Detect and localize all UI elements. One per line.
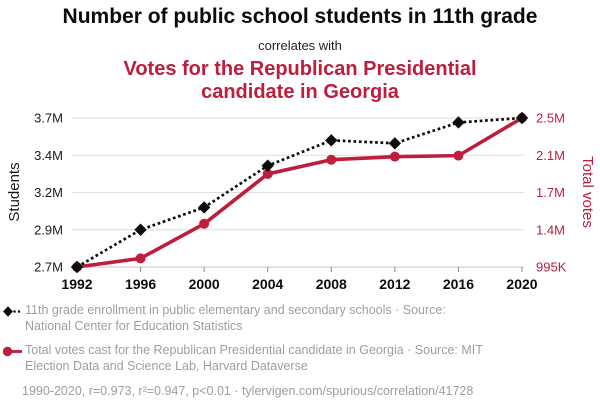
secondary-title-line1: Votes for the Republican Presidential: [123, 58, 477, 80]
stats-footer: 1990-2020, r=0.973, r²=0.947, p<0.01 · tylervigen.com/spurious/correlation/41728: [22, 384, 474, 398]
left-axis-tick-label: 2.9M: [34, 222, 63, 238]
black-diamond-dotted-line-icon: [2, 305, 22, 318]
x-axis-tick-label: 2016: [442, 276, 475, 292]
page-title: Number of public school students in 11th grade: [62, 5, 538, 28]
chart-svg: [0, 100, 600, 300]
data-point-circle: [199, 219, 209, 229]
legend: [2, 303, 594, 374]
x-axis-tick-label: 2004: [252, 276, 284, 292]
secondary-title: [0, 58, 600, 104]
x-axis-tick-label: 2008: [315, 276, 347, 292]
legend-item-votes: [2, 343, 594, 374]
data-point-circle: [453, 151, 463, 161]
left-axis-tick-label: 3.7M: [34, 110, 63, 126]
data-point-circle: [136, 253, 146, 263]
data-point-diamond: [134, 224, 146, 236]
legend-text-enrollment: 11th grade enrollment in public elementary and secondary schools · Source: National Center for Education Statistics: [25, 303, 446, 333]
right-axis-tick-label: 2.5M: [536, 110, 565, 126]
data-point-diamond: [71, 261, 83, 273]
legend-text-votes: Total votes cast for the Republican Presidential candidate in Georgia · Source: MIT Election Data and Science Lab, Harvard Dataverse: [25, 343, 483, 373]
red-circle-solid-line-icon: [2, 345, 22, 358]
left-axis-tick-label: 2.7M: [34, 259, 63, 275]
data-point-diamond: [389, 137, 401, 149]
correlates-with-label: correlates with: [258, 38, 342, 53]
left-axis-tick-label: 3.4M: [34, 147, 63, 163]
x-axis-tick-label: 2000: [188, 276, 220, 292]
right-axis-tick-label: 1.7M: [536, 185, 565, 200]
left-axis-tick-label: 3.2M: [34, 185, 63, 200]
right-axis-tick-label: 1.4M: [536, 222, 565, 238]
data-point-diamond: [325, 134, 337, 146]
data-point-circle: [326, 155, 336, 165]
right-axis-title: Total votes: [579, 156, 596, 228]
data-point-circle: [390, 152, 400, 162]
left-axis-title: Students: [6, 162, 23, 222]
x-axis-tick-label: 2012: [379, 276, 411, 292]
right-axis-tick-label: 2.1M: [536, 147, 565, 163]
legend-item-enrollment: [2, 303, 594, 334]
right-axis-tick-label: 995K: [536, 259, 567, 275]
secondary-title-line2: candidate in Georgia: [201, 81, 399, 103]
x-axis-tick-label: 2020: [506, 276, 538, 292]
x-axis-tick-label: 1992: [61, 276, 93, 292]
x-axis-tick-label: 1996: [124, 276, 157, 292]
